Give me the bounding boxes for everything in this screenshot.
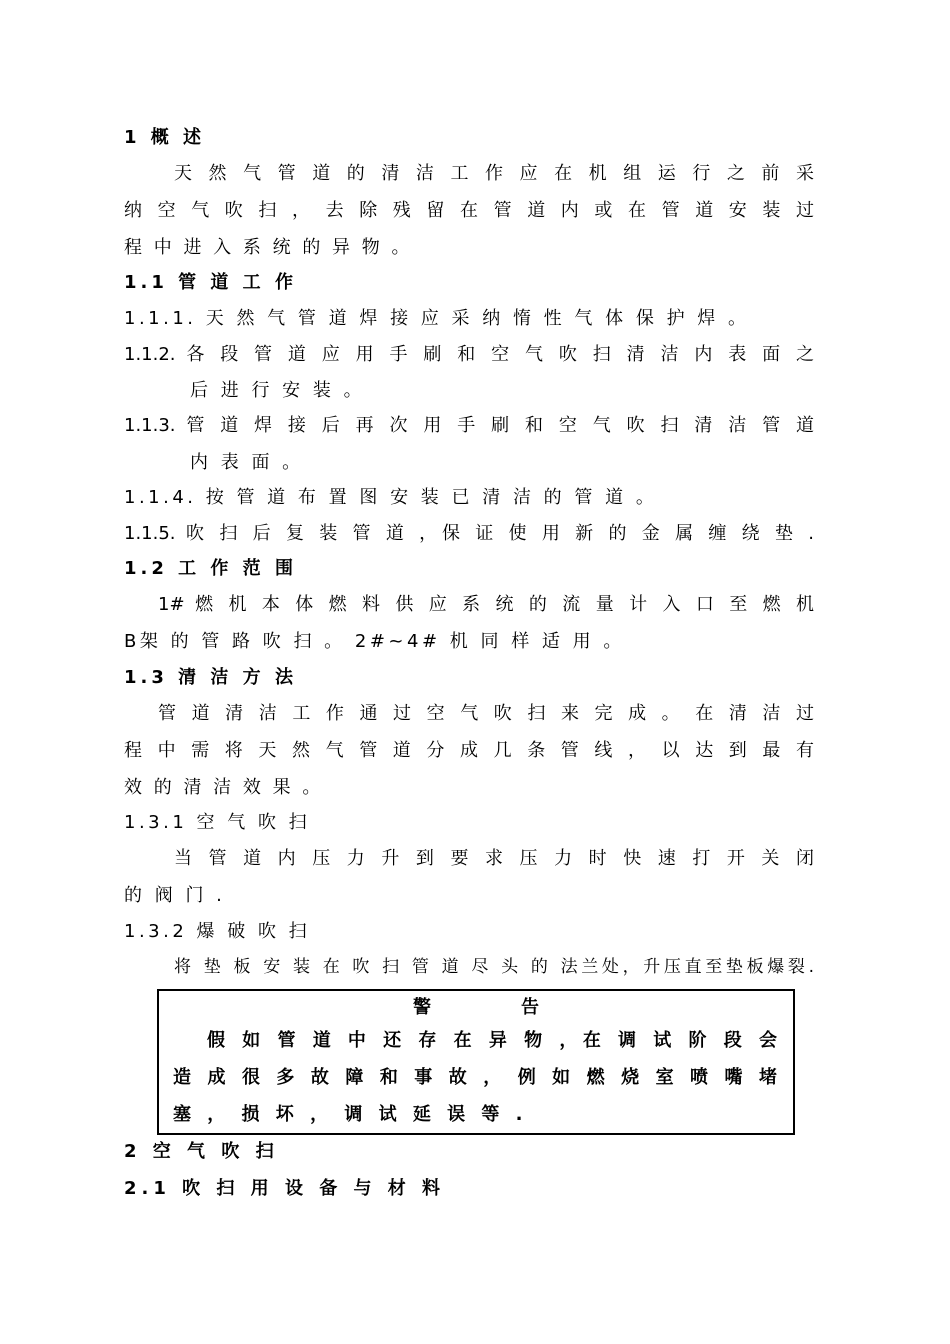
section-1-heading: 1 概 述	[124, 127, 206, 148]
para-1-3-line-2: 程 中 需 将 天 然 气 管 道 分 成 几 条 管 线 ， 以 达 到 最 有	[124, 740, 814, 761]
warning-line-2: 造 成 很 多 故 障 和 事 故 ， 例 如 燃 烧 室 喷 嘴 堵	[173, 1067, 777, 1088]
para-1-3-line-1: 管 道 清 洁 工 作 通 过 空 气 吹 扫 来 完 成 。 在 清 洁 过	[158, 703, 814, 724]
warning-title: 警告	[413, 997, 629, 1018]
item-1-1-3-cont: 内 表 面 。	[190, 452, 304, 473]
item-1-1-2: 1.1.2. 各 段 管 道 应 用 手 刷 和 空 气 吹 扫 清 洁 内 表 面 之	[124, 344, 814, 365]
para-1-line-2: 纳 空 气 吹 扫 ， 去 除 残 留 在 管 道 内 或 在 管 道 安 装 过	[124, 200, 814, 221]
item-1-1-3: 1.1.3. 管 道 焊 接 后 再 次 用 手 刷 和 空 气 吹 扫 清 洁 管 道	[124, 415, 814, 436]
item-1-1-4: 1.1.4. 按 管 道 布 置 图 安 装 已 清 洁 的 管 道 。	[124, 487, 658, 508]
section-2-1-heading: 2.1 吹 扫 用 设 备 与 材 料	[124, 1178, 446, 1199]
warning-box	[157, 989, 795, 1135]
warning-line-3: 塞 ， 损 坏 ， 调 试 延 误 等 .	[173, 1104, 528, 1125]
para-1-3-2: 将 垫 板 安 装 在 吹 扫 管 道 尽 头 的 法兰处，升压直至垫板爆裂.	[174, 957, 814, 977]
section-1-1-heading: 1.1 管 道 工 作	[124, 272, 297, 293]
section-1-3-1-heading: 1.3.1 空 气 吹 扫	[124, 812, 311, 833]
para-1-3-line-3: 效 的 清 洁 效 果 。	[124, 777, 324, 798]
section-2-heading: 2 空 气 吹 扫	[124, 1141, 279, 1162]
section-1-3-2-heading: 1.3.2 爆 破 吹 扫	[124, 921, 311, 942]
para-1-line-3: 程 中 进 入 系 统 的 异 物 。	[124, 237, 413, 258]
warning-line-1: 假 如 管 道 中 还 存 在 异 物 ，在 调 试 阶 段 会	[207, 1030, 777, 1051]
section-1-2-heading: 1.2 工 作 范 围	[124, 558, 297, 579]
para-1-2-line-2: B架 的 管 路 吹 扫 。 2#~4# 机 同 样 适 用 。	[124, 631, 625, 652]
para-1-3-1-line-2: 的 阀 门 .	[124, 885, 226, 906]
item-1-1-2-cont: 后 进 行 安 装 。	[190, 380, 366, 401]
para-1-3-1-line-1: 当 管 道 内 压 力 升 到 要 求 压 力 时 快 速 打 开 关 闭	[174, 848, 814, 869]
item-1-1-1: 1.1.1. 天 然 气 管 道 焊 接 应 采 纳 惰 性 气 体 保 护 焊 。	[124, 308, 750, 329]
section-1-3-heading: 1.3 清 洁 方 法	[124, 667, 297, 688]
para-1-line-1: 天 然 气 管 道 的 清 洁 工 作 应 在 机 组 运 行 之 前 采	[174, 163, 814, 184]
para-1-2-line-1: 1# 燃 机 本 体 燃 料 供 应 系 统 的 流 量 计 入 口 至 燃 机	[158, 594, 814, 615]
item-1-1-5: 1.1.5. 吹 扫 后 复 装 管 道 ，保 证 使 用 新 的 金 属 缠 绕 垫 .	[124, 523, 815, 544]
